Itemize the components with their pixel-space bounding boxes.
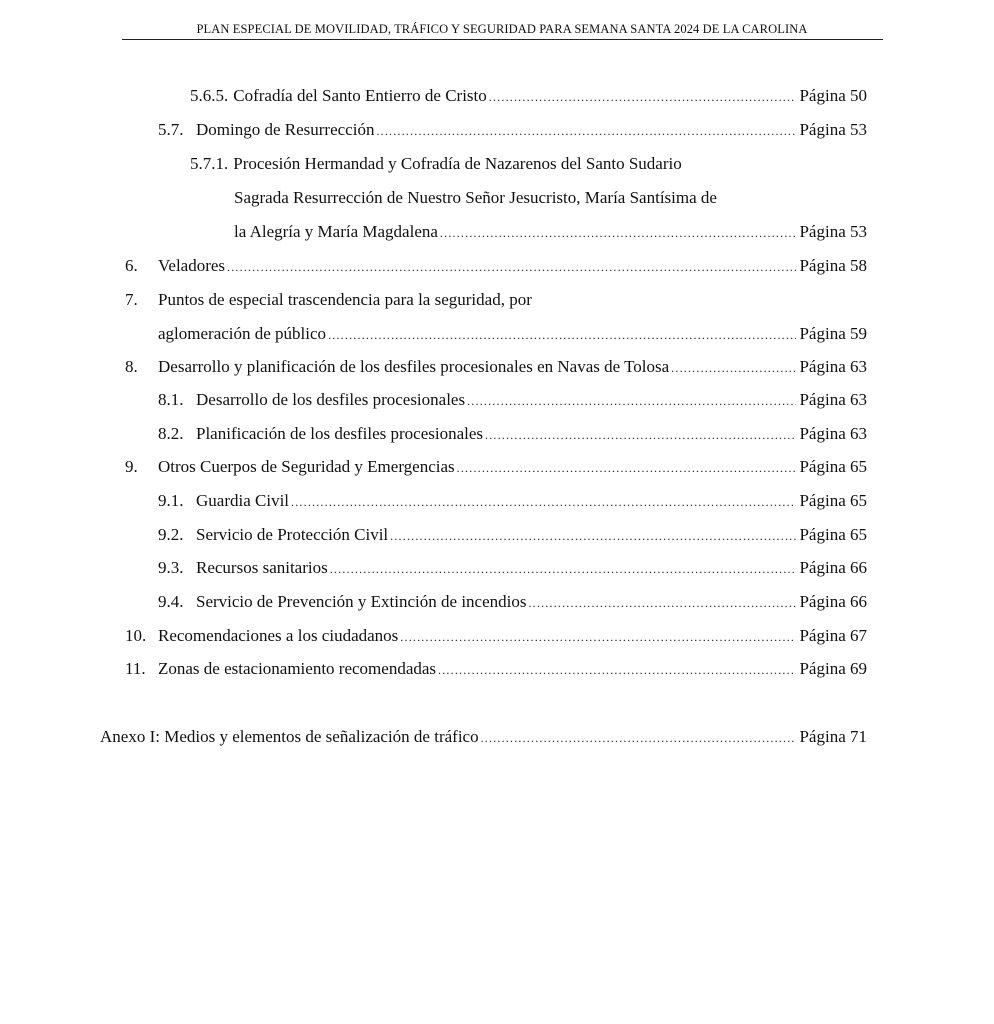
- toc-entry-title: Planificación de los desfiles procesionales: [196, 424, 484, 443]
- toc-entry-title: Cofradía del Santo Entierro de Cristo: [233, 86, 487, 105]
- toc-entry-page: Página 53: [799, 120, 867, 139]
- toc-entry[interactable]: [234, 222, 867, 242]
- toc-entry-number: 11.: [125, 659, 146, 678]
- toc-entry-page: Página 63: [799, 390, 867, 409]
- toc-entry-number: 9.3.: [158, 558, 184, 577]
- running-header: PLAN ESPECIAL DE MOVILIDAD, TRÁFICO Y SEGURIDAD PARA SEMANA SANTA 2024 DE LA CAROLINA: [196, 22, 808, 36]
- toc-entry-title: la Alegría y María Magdalena: [234, 222, 438, 241]
- dot-leader: [376, 124, 796, 139]
- toc-entry-title: aglomeración de público: [158, 324, 327, 343]
- toc-entry[interactable]: [125, 256, 867, 276]
- toc-entry[interactable]: [125, 659, 867, 679]
- toc-entry-title: Domingo de Resurrección: [196, 120, 375, 139]
- toc-entry-title: Recursos sanitarios: [196, 558, 328, 577]
- dot-leader: [489, 90, 797, 105]
- toc-entry-number: 8.: [125, 357, 138, 376]
- toc-entry-number: 7.: [125, 290, 138, 309]
- toc-entry[interactable]: [158, 592, 867, 612]
- toc-entry-title: Recomendaciones a los ciudadanos: [158, 626, 399, 645]
- toc-entry-page: Página 59: [799, 324, 867, 343]
- dot-leader: [400, 630, 796, 645]
- toc-entry-number: 6.: [125, 256, 138, 275]
- toc-entry[interactable]: [125, 357, 867, 377]
- toc-entry-line[interactable]: [190, 154, 867, 174]
- dot-leader: [390, 529, 796, 544]
- toc-entry-title: Procesión Hermandad y Cofradía de Nazarenos del Santo Sudario: [233, 154, 682, 173]
- toc-entry-number: 5.7.: [158, 120, 184, 139]
- toc-entry-page: Página 65: [799, 457, 867, 476]
- toc-entry-number: 8.2.: [158, 424, 184, 443]
- toc-entry[interactable]: [158, 120, 867, 140]
- toc-entry[interactable]: [158, 424, 867, 444]
- toc-entry-number: 10.: [125, 626, 147, 645]
- toc-entry-page: Página 67: [799, 626, 867, 645]
- dot-leader: [328, 328, 796, 343]
- dot-leader: [438, 663, 796, 678]
- dot-leader: [227, 260, 796, 275]
- toc-entry[interactable]: [125, 626, 867, 646]
- toc-entry-page: Página 65: [799, 525, 867, 544]
- toc-entry-page: Página 50: [799, 86, 867, 105]
- toc-entry-page: Página 66: [799, 592, 867, 611]
- toc-entry-number: 9.1.: [158, 491, 184, 510]
- toc-entry-title: Desarrollo de los desfiles procesionales: [196, 390, 466, 409]
- toc-entry-page: Página 58: [799, 256, 867, 275]
- toc-entry-annex[interactable]: [100, 727, 867, 747]
- toc-entry-title: Otros Cuerpos de Seguridad y Emergencias: [158, 457, 455, 476]
- toc-entry-page: Página 63: [799, 424, 867, 443]
- toc-entry-title: Servicio de Prevención y Extinción de incendios: [196, 592, 527, 611]
- toc-entry-title: Veladores: [158, 256, 226, 275]
- toc-entry[interactable]: [125, 457, 867, 477]
- toc-entry-title: Puntos de especial trascendencia para la seguridad, por: [158, 290, 532, 309]
- toc-entry-title: Zonas de estacionamiento recomendadas: [158, 659, 437, 678]
- toc-entry[interactable]: [158, 525, 867, 545]
- toc-entry-page: Página 63: [799, 357, 867, 376]
- dot-leader: [440, 226, 797, 241]
- toc-entry-number: 5.6.5.: [190, 86, 229, 105]
- toc-entry-number: 9.: [125, 457, 138, 476]
- dot-leader: [485, 428, 796, 443]
- toc-entry-title: Sagrada Resurrección de Nuestro Señor Jesucristo, María Santísima de: [234, 188, 717, 207]
- dot-leader: [467, 394, 796, 409]
- toc-entry-title: Guardia Civil: [196, 491, 290, 510]
- toc-entry[interactable]: [190, 86, 867, 106]
- dot-leader: [671, 361, 796, 376]
- toc-entry-number: 9.2.: [158, 525, 184, 544]
- toc-entry-title: Anexo I: Medios y elementos de señalización de tráfico: [100, 727, 479, 746]
- toc-entry-page: Página 53: [799, 222, 867, 241]
- header-rule: [122, 39, 883, 40]
- toc-entry-page: Página 71: [799, 727, 867, 746]
- toc-entry[interactable]: [158, 491, 867, 511]
- toc-entry[interactable]: [158, 558, 867, 578]
- toc-entry-page: Página 65: [799, 491, 867, 510]
- toc-entry-line[interactable]: [125, 290, 867, 310]
- dot-leader: [457, 461, 797, 476]
- toc-entry[interactable]: [158, 324, 867, 344]
- dot-leader: [481, 731, 797, 746]
- dot-leader: [528, 596, 796, 611]
- dot-leader: [291, 495, 796, 510]
- toc-entry-page: Página 69: [799, 659, 867, 678]
- toc-entry-number: 9.4.: [158, 592, 184, 611]
- toc-entry-title: Servicio de Protección Civil: [196, 525, 389, 544]
- toc-entry[interactable]: [158, 390, 867, 410]
- toc-entry-title: Desarrollo y planificación de los desfiles procesionales en Navas de Tolosa: [158, 357, 670, 376]
- dot-leader: [330, 562, 797, 577]
- toc-entry-page: Página 66: [799, 558, 867, 577]
- toc-entry-line[interactable]: [234, 188, 867, 208]
- toc-entry-number: 8.1.: [158, 390, 184, 409]
- toc-entry-number: 5.7.1.: [190, 154, 229, 173]
